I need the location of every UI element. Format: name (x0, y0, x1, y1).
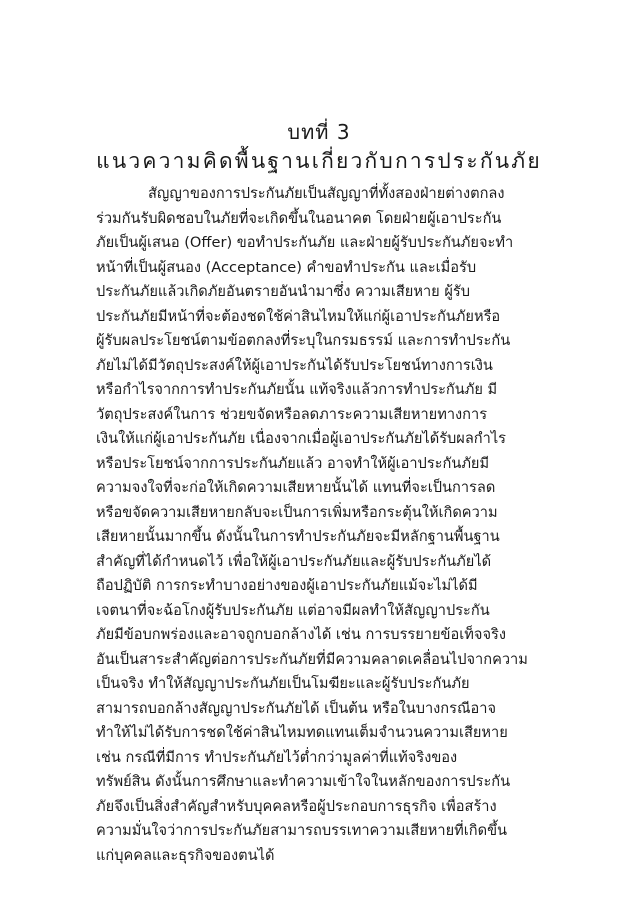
paragraph-line: ความจงใจที่จะก่อให้เกิดความเสียหายนั้นได้ แทนที่จะเป็นการลด (96, 479, 496, 496)
paragraph-line: ถือปฏิบัติ การกระทำบางอย่างของผู้เอาประกันภัยแม้จะไม่ได้มี (96, 577, 478, 594)
paragraph-line: แก่บุคคลและธุรกิจของตนได้ (96, 846, 275, 864)
paragraph-line: ภัยไม่ได้มีวัตถุประสงค์ให้ผู้เอาประกันได้รับประโยชน์ทางการเงิน (96, 356, 493, 374)
paragraph-line: เงินให้แก่ผู้เอาประกันภัย เนื่องจากเมื่อผู้เอาประกันภัยได้รับผลกำไร (96, 430, 506, 447)
paragraph-line: ผู้รับผลประโยชน์ตามข้อตกลงที่ระบุในกรมธรรม์ และการทำประกัน (96, 332, 511, 349)
body-paragraph (96, 182, 566, 868)
paragraph-line: สัญญาของการประกันภัยเป็นสัญญาที่ทั้งสองฝ่ายต่างตกลง (148, 185, 505, 202)
paragraph-line: สามารถบอกล้างสัญญาประกันภัยได้ เป็นต้น หรือในบางกรณีอาจ (96, 699, 497, 717)
paragraph-line: อันเป็นสาระสำคัญต่อการประกันภัยที่มีความคลาดเคลื่อนไปจากความ (96, 650, 528, 668)
paragraph-line: สำคัญที่ได้กำหนดไว้ เพื่อให้ผู้เอาประกันภัยและผู้รับประกันภัยได้ (96, 552, 492, 570)
paragraph-line: เป็นจริง ทำให้สัญญาประกันภัยเป็นโมฆียะและผู้รับประกันภัย (96, 675, 470, 692)
paragraph-line: เสียหายนั้นมากขึ้น ดังนั้นในการทำประกันภัยจะมีหลักฐานพื้นฐาน (96, 528, 500, 545)
paragraph-line: ภัยมีข้อบกพร่องและอาจถูกบอกล้างได้ เช่น การบรรยายข้อเท็จจริง (96, 626, 506, 643)
chapter-number: บทที่ 3 (287, 120, 351, 144)
paragraph-line: หรือขจัดความเสียหายกลับจะเป็นการเพิ่มหรือกระตุ้นให้เกิดความ (96, 503, 498, 521)
paragraph-line: ประกันภัยมีหน้าที่จะต้องชดใช้ค่าสินไหมให้แก่ผู้เอาประกันภัยหรือ (96, 307, 501, 325)
paragraph-line: ประกันภัยแล้วเกิดภัยอันตรายอันนำมาซึ่ง ความเสียหาย ผู้รับ (96, 283, 471, 300)
paragraph-line: หรือกำไรจากการทำประกันภัยนั้น แท้จริงแล้วการทำประกันภัย มี (96, 381, 498, 398)
paragraph-line: เจตนาที่จะฉ้อโกงผู้รับประกันภัย แต่อาจมีผลทำให้สัญญาประกัน (96, 601, 490, 619)
paragraph-line: หรือประโยชน์จากการประกันภัยแล้ว อาจทำให้ผู้เอาประกันภัยมี (96, 454, 490, 472)
paragraph-line: หน้าที่เป็นผู้สนอง (Acceptance) คำขอทำประกัน และเมื่อรับ (96, 258, 477, 276)
paragraph-line: ความมั่นใจว่าการประกันภัยสามารถบรรเทาความเสียหายที่เกิดขึ้น (96, 822, 508, 839)
chapter-title: แนวความคิดพื้นฐานเกี่ยวกับการประกันภัย (96, 149, 542, 173)
paragraph-line: เช่น กรณีที่มีการ ทำประกันภัยไว้ต่ำกว่ามูลค่าที่แท้จริงของ (96, 748, 458, 766)
paragraph-line: วัตถุประสงค์ในการ ช่วยขจัดหรือลดภาระความเสียหายทางการ (96, 405, 488, 423)
paragraph-line: ทำให้ไม่ได้รับการชดใช้ค่าสินไหมทดแทนเต็มจำนวนความเสียหาย (96, 724, 508, 741)
paragraph-line: ภัยจึงเป็นสิ่งสำคัญสำหรับบุคคลหรือผู้ประกอบการธุรกิจ เพื่อสร้าง (96, 797, 497, 815)
paragraph-line: ร่วมกันรับผิดชอบในภัยที่จะเกิดขึ้นในอนาคต โดยฝ่ายผู้เอาประกัน (96, 209, 502, 227)
paragraph-line: ภัยเป็นผู้เสนอ (Offer) ขอทำประกันภัย และฝ่ายผู้รับประกันภัยจะทำ (96, 234, 514, 251)
paragraph-line: ทรัพย์สิน ดังนั้นการศึกษาและทำความเข้าใจในหลักของการประกัน (96, 773, 511, 790)
